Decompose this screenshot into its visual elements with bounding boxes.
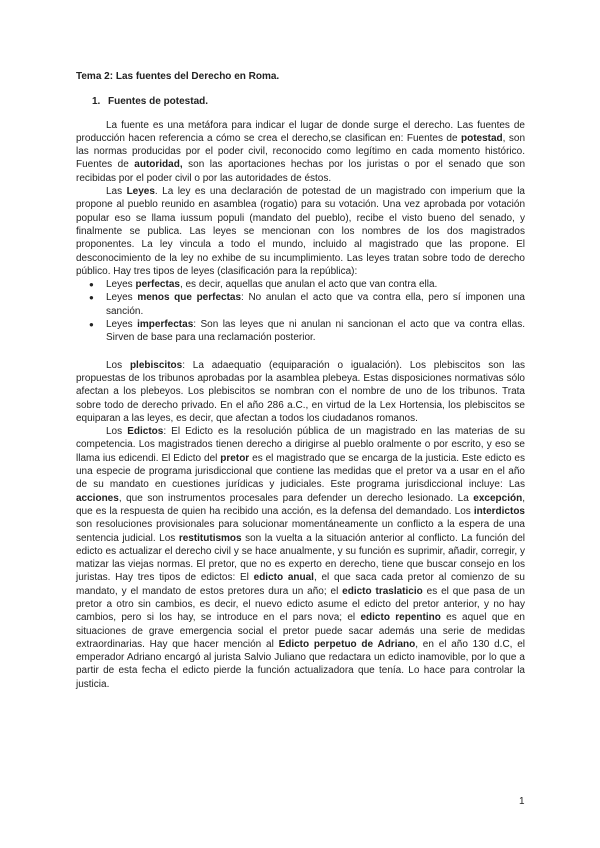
bold-term: pretor	[220, 452, 250, 464]
text-run: Las	[106, 186, 127, 198]
page-content	[76, 70, 525, 691]
bold-term: Edicto perpetuo de Adriano	[278, 638, 416, 650]
paragraph-plebiscitos	[76, 359, 525, 425]
bold-term: menos que perfectas	[137, 292, 242, 304]
text-run: , son las normas producidas por el poder civil, reconocido como legítimo en cada momento histórico. Fuentes de	[76, 132, 526, 171]
bold-term: edicto anual	[253, 572, 314, 584]
section-number: 1.	[92, 96, 101, 108]
text-run: : La adaequatio (equiparación o igualación). Los plebiscitos son las propuestas de los tribunos aprobadas por la asamblea plebeya. Estas disposiciones normativas sólo afectan a los plebeyos. Los plebiscitos se nombran con el nombre de uno de los tribunos. Trata sobre todo de derecho privado. En el año 286 a.C., en virtud de la Lex Hortensia, los plebiscitos se equiparan a las leyes, es decir, que afectan a todos los ciudadanos romanos.	[76, 359, 525, 424]
bold-term: potestad	[460, 132, 503, 144]
text-run: es el que pasa de un pretor a otro sin cambios, es decir, el nuevo edicto asume el edicto del pretor anterior, y no hay cambios, pero si los hay, se introduce en el pars nova; el	[76, 585, 525, 624]
paragraph-edictos	[76, 425, 525, 691]
text-run: , es decir, aquellas que anulan el acto que van contra ella.	[179, 279, 438, 291]
bold-term: excepción	[473, 492, 523, 504]
text-run: es el magistrado que se encarga de la justicia. Este edicto es una especie de programa jurisdiccional que contiene las medidas que el pretor va a usar en el año de su mandato en cuestiones jurídicas y judiciales. Este programa jurisdiccional incluye: Las	[76, 452, 525, 491]
text-run: : Son las leyes que ni anulan ni sancionan el acto que va contra ellas. Sirven de base para una reclamación posterior.	[106, 319, 525, 344]
list-item	[76, 278, 525, 291]
text-run: son la vuelta a la situación anterior al conflicto. La función del edicto es actualizar el derecho civil y se hace anualmente, y su función es suprimir, añadir, corregir, y matizar las viejas normas. El pretor, que no es experto en derecho, tiene que buscar consejo en los juristas. Hay tres tipos de edictos: El	[76, 532, 525, 584]
list-item	[76, 318, 525, 345]
bold-term: Leyes	[126, 186, 155, 198]
section-title: Fuentes de potestad.	[108, 96, 209, 108]
text-run: : El Edicto es la resolución pública de un magistrado en las materias de su competencia. Los magistrados tienen derecho a dirigirse al pueblo oralmente o por escrito, y eso se llama ius edicendi. El Edicto del	[76, 426, 526, 464]
bold-term: restitutismos	[178, 532, 242, 544]
bold-term: Edictos	[127, 426, 164, 438]
text-run: , que es la respuesta de quien ha recibido una acción, es la defensa del demandado. Los	[76, 492, 525, 517]
text-run: Leyes	[106, 292, 138, 304]
spacer	[76, 351, 525, 359]
bold-term: autoridad,	[134, 159, 183, 171]
section-heading	[92, 95, 525, 108]
bold-term: plebiscitos	[129, 359, 183, 371]
bold-term: imperfectas	[137, 319, 194, 331]
leyes-types-list	[76, 278, 525, 344]
text-run: : No anulan el acto que va contra ella, pero sí imponen una sanción.	[106, 292, 525, 317]
paragraph-leyes	[76, 185, 525, 278]
text-run: son las aportaciones hechas por los juristas o por el senado que son recibidas por el poder civil o por las autoridades de éstos.	[76, 159, 526, 184]
document-title: Tema 2: Las fuentes del Derecho en Roma.	[76, 71, 280, 82]
bold-term: interdictos	[473, 505, 525, 517]
text-run: , el que saca cada pretor al comienzo de su mandato, y el mandato de estos pretores dura un año; el	[76, 572, 525, 597]
page-number: 1	[519, 796, 525, 807]
bold-term: edicto traslaticio	[342, 585, 423, 597]
text-run: son resoluciones provisionales para solucionar momentáneamente un conflicto a la espera de una sentencia judicial. Los	[76, 519, 525, 544]
paragraph-fuentes	[76, 119, 525, 185]
text-run: . La ley es una declaración de potestad de un magistrado con imperium que la propone al pueblo reunido en asamblea (rogatio) para su votación. Una vez aprobada por votación popular eso se llama iussum populi (mandato del pueblo), recibe el visto bueno del senado, y finalmente se publica. Las leyes se mencionan con los nombres de los dos magistrados proponentes. La ley vincula a todo el mundo, incluido al magistrado que las propone. El desconocimiento de la ley no exhibe de su incumplimiento. Las leyes tratan sobre todo de derecho público. Hay tres tipos de leyes (clasificación para la república):	[76, 186, 525, 277]
text-run: Los	[106, 359, 130, 371]
text-run: , que son instrumentos procesales para defender un derecho lesionado. La	[118, 492, 474, 504]
text-run: La fuente es una metáfora para indicar el lugar de donde surge el derecho. Las fuentes de producción hacen referencia a cómo se crea el derecho,se clasifican en: Fuentes de	[76, 119, 525, 144]
text-run: es aquel que en situaciones de grave emergencia social el pretor puede sacar además una serie de medidas extraordinarias. Hay que hacer mención al	[76, 612, 525, 650]
list-item	[76, 291, 525, 318]
text-run: Leyes	[106, 319, 138, 331]
text-run: Los	[106, 426, 128, 438]
text-run: Leyes	[106, 279, 136, 291]
bold-term: perfectas	[135, 279, 180, 291]
bold-term: acciones	[76, 492, 119, 504]
text-run: , en el año 130 d.C, el emperador Adriano encargó al jurista Salvio Juliano que redactara un edicto inamovible, por lo que a partir de esta fecha el edicto pierde la función actualizadora que tenía. Lo hace para controlar la justicia.	[76, 638, 526, 690]
bold-term: edicto repentino	[360, 612, 441, 624]
